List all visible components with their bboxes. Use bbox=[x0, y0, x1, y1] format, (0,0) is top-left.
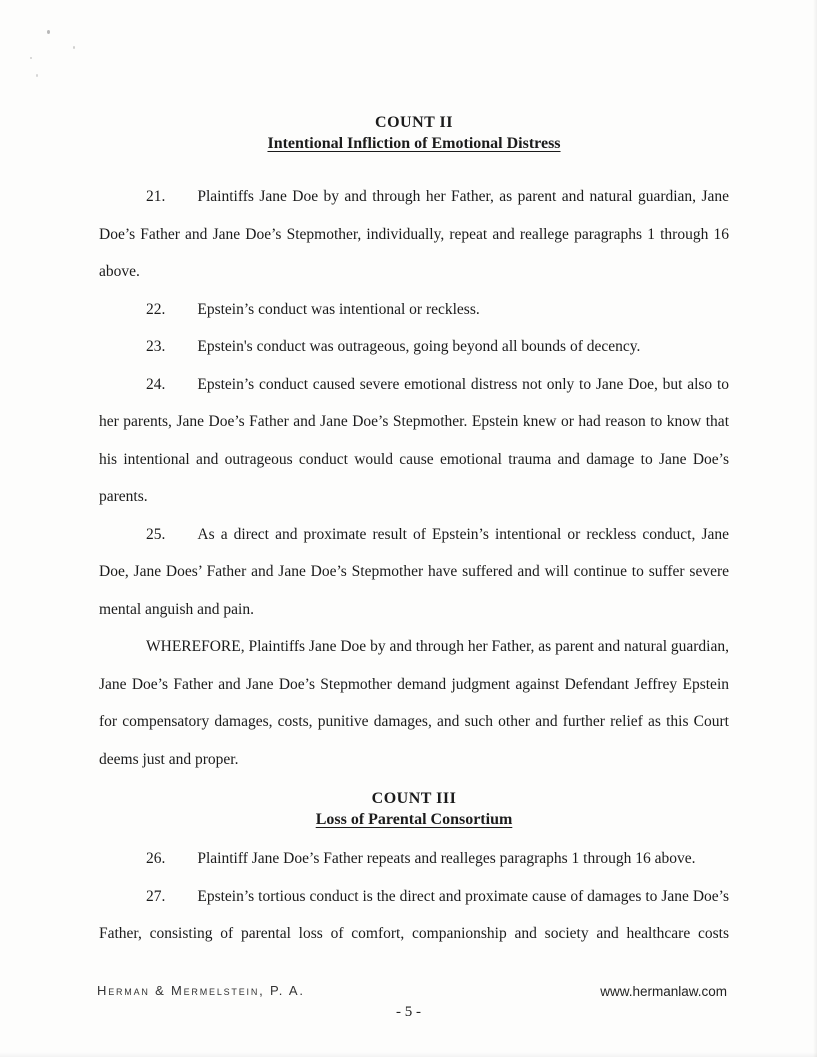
paragraph-23 bbox=[99, 328, 729, 366]
scan-artifact bbox=[73, 46, 75, 49]
paragraph-24 bbox=[99, 366, 729, 516]
paragraph-26 bbox=[99, 840, 729, 878]
paragraph-24-number: 24. bbox=[146, 375, 166, 393]
paragraph-23-number: 23. bbox=[146, 338, 166, 355]
paragraph-24-text: Epstein’s conduct caused severe emotional distress not only to Jane Doe, but also to her parents, Jane Doe’s Father and Jane Doe’s Stepmother. Epstein knew or had reason to know that his intentional and outrageous conduct would cause emotional trauma and damage to Jane Doe’s parents. bbox=[99, 375, 729, 505]
paragraph-22 bbox=[99, 291, 729, 329]
footer-website: www.hermanlaw.com bbox=[600, 984, 727, 999]
count-iii-subtitle: Loss of Parental Consortium bbox=[315, 811, 513, 828]
paragraph-26-number: 26. bbox=[146, 850, 166, 867]
footer-firm-name: Herman & Mermelstein, P. A. bbox=[97, 983, 305, 998]
count-iii-title: COUNT III bbox=[371, 790, 457, 807]
paragraph-22-text: Epstein’s conduct was intentional or reckless. bbox=[197, 300, 480, 318]
wherefore-paragraph: WHEREFORE, Plaintiffs Jane Doe by and through her Father, as parent and natural guardian, Jane Doe’s Father and Jane Doe’s Stepmother demand judgment against Defendant Jeffrey Epstein for compensatory damages, costs, punitive damages, and such other and further relief as this Court deems just and proper. bbox=[99, 638, 729, 768]
scan-artifact bbox=[30, 57, 32, 59]
paragraph-23-text: Epstein's conduct was outrageous, going beyond all bounds of decency. bbox=[197, 338, 641, 355]
paragraph-25 bbox=[99, 516, 729, 629]
paragraph-25-text: As a direct and proximate result of Epstein’s intentional or reckless conduct, Jane Doe, Jane Does’ Father and Jane Doe’s Stepmother have suffered and will continue to suffer severe mental anguish and pain. bbox=[99, 525, 729, 618]
paragraph-21 bbox=[99, 178, 729, 291]
paragraph-21-text: Plaintiffs Jane Doe by and through her Father, as parent and natural guardian, Jane Doe’s Father and Jane Doe’s Stepmother, individually, repeat and reallege paragraphs 1 through 16 above. bbox=[99, 188, 729, 280]
count-ii-subtitle: Intentional Infliction of Emotional Distress bbox=[267, 135, 561, 152]
paragraph-25-number: 25. bbox=[146, 525, 166, 543]
count-iii-heading bbox=[99, 788, 729, 830]
paragraph-27-number: 27. bbox=[146, 887, 166, 905]
page-number: - 5 - bbox=[396, 1004, 421, 1020]
count-ii-heading bbox=[99, 112, 729, 154]
paragraph-27 bbox=[99, 878, 729, 953]
scan-artifact bbox=[47, 30, 50, 34]
scan-artifact bbox=[36, 74, 38, 77]
paragraph-26-text: Plaintiff Jane Doe’s Father repeats and realleges paragraphs 1 through 16 above. bbox=[197, 850, 696, 867]
paragraph-21-number: 21. bbox=[146, 188, 166, 205]
paragraph-27-text: Epstein’s tortious conduct is the direct and proximate cause of damages to Jane Doe’s Father, consisting of parental loss of comfort, companionship and society and healthcare costs bbox=[99, 887, 729, 942]
count-ii-title: COUNT II bbox=[375, 114, 453, 131]
paragraph-22-number: 22. bbox=[146, 300, 166, 318]
